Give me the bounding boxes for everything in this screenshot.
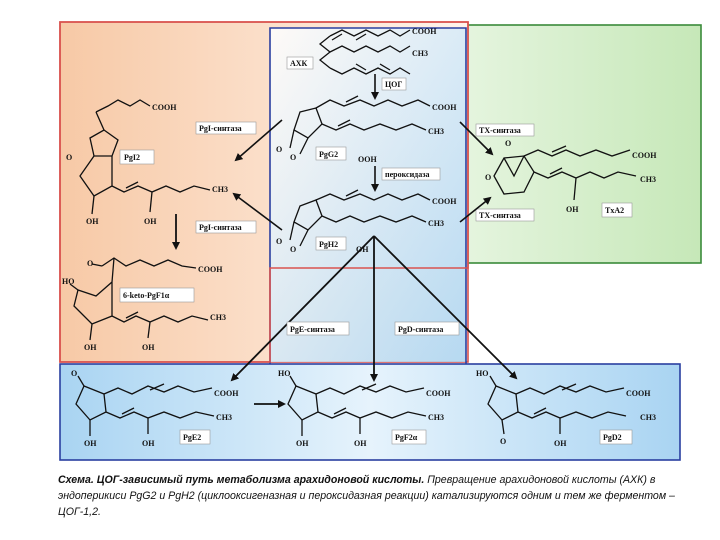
pgg2-label: PgG2 — [319, 150, 339, 159]
pgg2-o1: O — [276, 145, 283, 154]
pgh2-label: PgH2 — [319, 240, 339, 249]
aa-ch3: CH3 — [412, 49, 428, 58]
pgi2-oh2: OH — [144, 217, 157, 226]
keto-oh1: OH — [84, 343, 97, 352]
pgd2-cooh: COOH — [626, 389, 651, 398]
pge-synthase-label: PgE-синтаза — [290, 325, 335, 334]
pgg2-cooh: COOH — [432, 103, 457, 112]
pgd2-label: PgD2 — [603, 433, 622, 442]
pgg2-ch3: CH3 — [428, 127, 444, 136]
txa2-oh: OH — [566, 205, 579, 214]
keto-oh2: OH — [142, 343, 155, 352]
pgf2a-oh1: OH — [296, 439, 309, 448]
caption-title: Схема. ЦОГ-зависимый путь метаболизма арахидоновой кислоты. — [58, 474, 425, 486]
pgi2-ch3: CH3 — [212, 185, 228, 194]
pgd2-oh: OH — [554, 439, 567, 448]
pgh2-o2: O — [290, 245, 297, 254]
pgi-synthase-2-label: PgI-синтаза — [199, 223, 242, 232]
txa2-cooh: COOH — [632, 151, 657, 160]
pgg2-o2: O — [290, 153, 297, 162]
keto-cooh: COOH — [198, 265, 223, 274]
pgf2a-label: PgF2α — [395, 433, 418, 442]
pgd2-ho: HO — [476, 369, 489, 378]
pge2-oh1: OH — [84, 439, 97, 448]
txa2-o1: O — [505, 139, 512, 148]
keto-label: 6-keto-PgF1α — [123, 291, 170, 300]
pgh2-cooh: COOH — [432, 197, 457, 206]
tx-synthase-1-label: TX-синтаза — [479, 126, 521, 135]
keto-ho: HO — [62, 277, 75, 286]
tx-synthase-2-label: TX-синтаза — [479, 211, 521, 220]
txa2-ch3: CH3 — [640, 175, 656, 184]
pgh2-oh: OH — [356, 245, 369, 254]
figure-caption — [58, 472, 688, 520]
peroxidase-label: пероксидаза — [385, 170, 430, 179]
pgf2a-ch3: CH3 — [428, 413, 444, 422]
keto-o: O — [87, 259, 94, 268]
pgi2-o: O — [66, 153, 73, 162]
cog-label: ЦОГ — [385, 80, 403, 89]
pgd2-ch3: CH3 — [640, 413, 656, 422]
pge2-cooh: COOH — [214, 389, 239, 398]
pge2-label: PgE2 — [183, 433, 202, 442]
pgf2a-ho: HO — [278, 369, 291, 378]
pgg2-ooh: OOH — [358, 155, 377, 164]
pgf2a-oh2: OH — [354, 439, 367, 448]
keto-ch3: CH3 — [210, 313, 226, 322]
pgh2-o1: O — [276, 237, 283, 246]
aa-cooh: COOH — [412, 27, 437, 36]
pgi2-cooh: COOH — [152, 103, 177, 112]
pgd-synthase-label: PgD-синтаза — [398, 325, 444, 334]
pgi2-label: PgI2 — [124, 153, 140, 162]
pge2-oh2: OH — [142, 439, 155, 448]
akh-label: АХК — [290, 59, 308, 68]
pge2-o: O — [71, 369, 78, 378]
caption-text: Превращение арахидоновой кислоты (АХК) в эндоперикиси PgG2 и PgH2 (циклооксигеназная и пероксидазная реакции) катализируются одним и тем же ферментом – ЦОГ-1,2. — [58, 474, 675, 518]
pgi2-oh1: OH — [86, 217, 99, 226]
pgh2-ch3: CH3 — [428, 219, 444, 228]
pgi-synthase-1-label: PgI-синтаза — [199, 124, 242, 133]
pgd2-o: O — [500, 437, 507, 446]
pge2-ch3: CH3 — [216, 413, 232, 422]
txa2-o2: O — [485, 173, 492, 182]
txa2-label: TxA2 — [605, 206, 625, 215]
pgf2a-cooh: COOH — [426, 389, 451, 398]
